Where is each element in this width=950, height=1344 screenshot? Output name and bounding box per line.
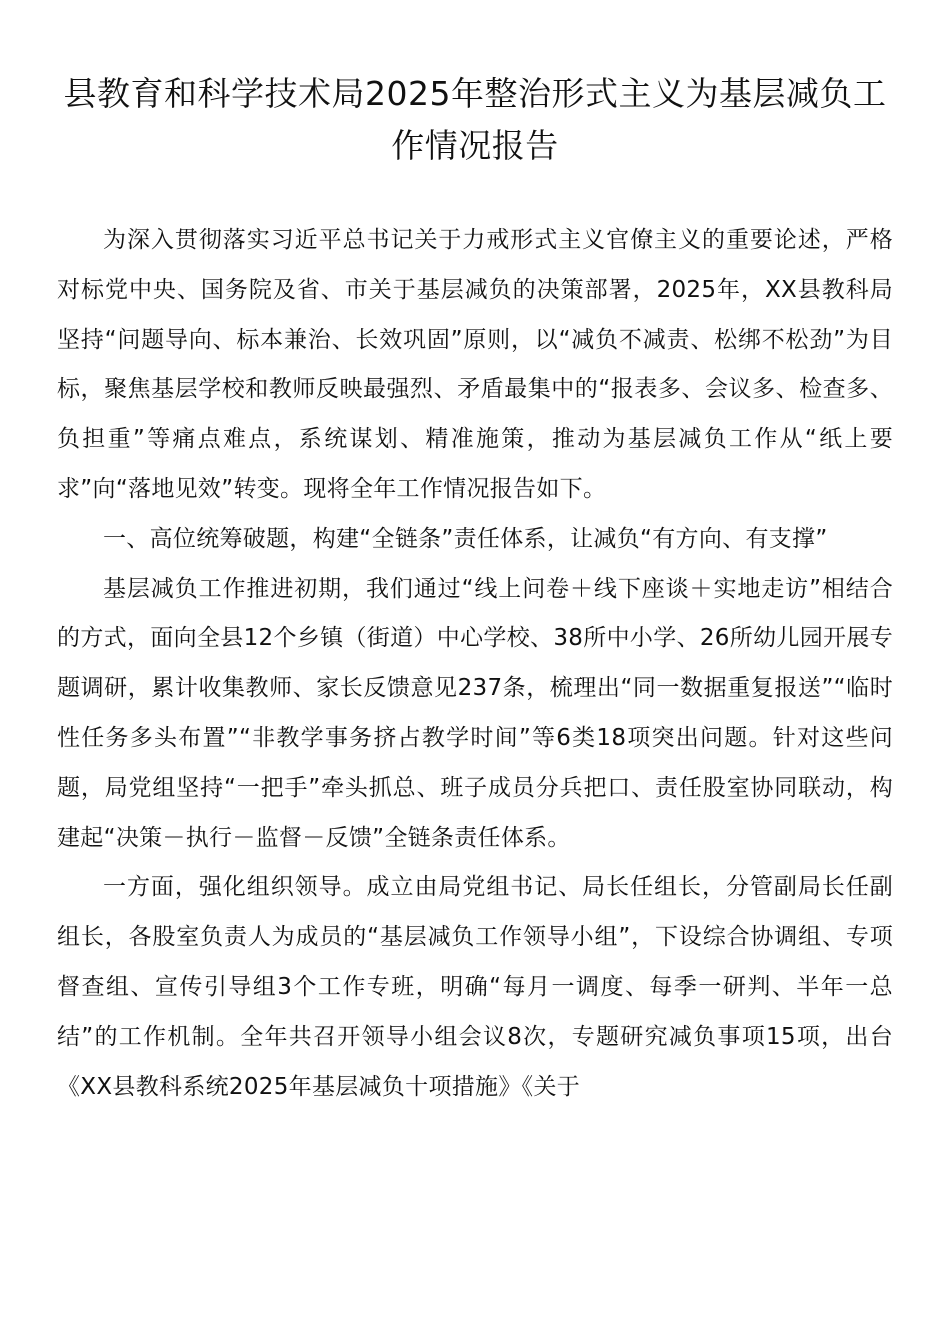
document-body [57, 216, 893, 1112]
body-paragraph: 一方面，强化组织领导。成立由局党组书记、局长任组长，分管副局长任副组长，各股室负责人为成员的“基层减负工作领导小组”，下设综合协调组、专项督查组、宣传引导组3个工作专班，明确“每月一调度、每季一研判、半年一总结”的工作机制。全年共召开领导小组会议8次，专题研究减负事项15项，出台《XX县教科系统2025年基层减负十项措施》《关于 [57, 874, 893, 1100]
document-title: 县教育和科学技术局2025年整治形式主义为基层减负工作情况报告 [63, 74, 887, 165]
body-paragraph: 基层减负工作推进初期，我们通过“线上问卷＋线下座谈＋实地走访”相结合的方式，面向全县12个乡镇（街道）中心学校、38所中小学、26所幼儿园开展专题调研，累计收集教师、家长反馈意见237条，梳理出“同一数据重复报送”“临时性任务多头布置”“非教学事务挤占教学时间”等6类18项突出问题。针对这些问题，局党组坚持“一把手”牵头抓总、班子成员分兵把口、责任股室协同联动，构建起“决策－执行－监督－反馈”全链条责任体系。 [57, 575, 893, 851]
section-heading-1: 一、高位统筹破题，构建“全链条”责任体系，让减负“有方向、有支撑” [103, 525, 828, 552]
intro-paragraph: 为深入贯彻落实习近平总书记关于力戒形式主义官僚主义的重要论述，严格对标党中央、国务院及省、市关于基层减负的决策部署，2025年，XX县教科局坚持“问题导向、标本兼治、长效巩固”原则，以“减负不减责、松绑不松劲”为目标，聚焦基层学校和教师反映最强烈、矛盾最集中的“报表多、会议多、检查多、负担重”等痛点难点，系统谋划、精准施策，推动为基层减负工作从“纸上要求”向“落地见效”转变。现将全年工作情况报告如下。 [57, 227, 893, 502]
